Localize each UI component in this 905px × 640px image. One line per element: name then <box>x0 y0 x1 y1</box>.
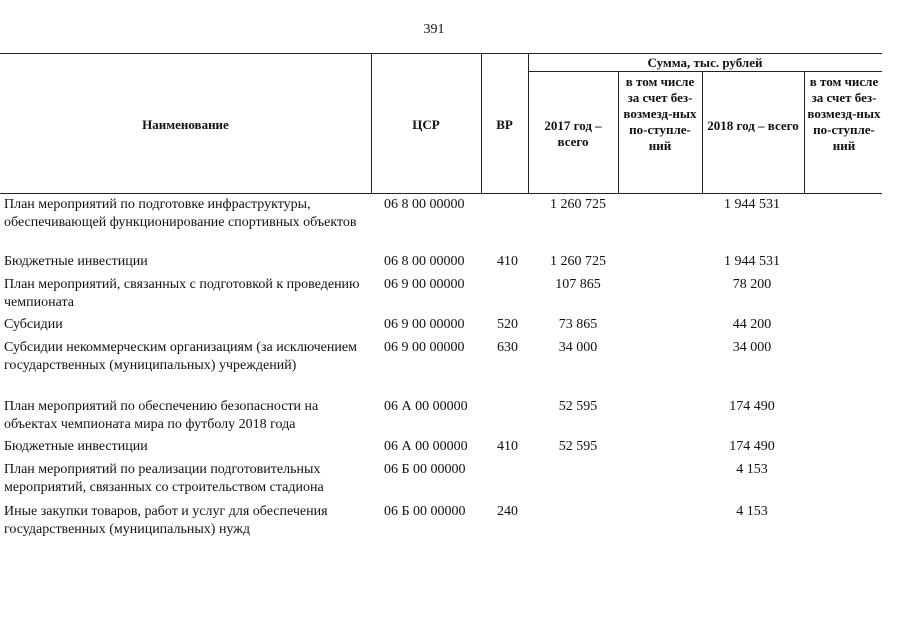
row-sum-2017: 1 260 725 <box>550 197 606 212</box>
table-header <box>0 54 882 193</box>
row-sum-2018: 4 153 <box>736 504 768 519</box>
row-sum-2017: 1 260 725 <box>550 254 606 269</box>
row-sum-2017: 52 595 <box>558 399 598 414</box>
row-sum-2018: 1 944 531 <box>724 197 780 212</box>
row-sum-2017: 52 595 <box>558 439 598 454</box>
row-sum-2018: 174 490 <box>729 399 775 414</box>
row-name: План мероприятий по подготовке инфраструктуры, обеспечивающей функционирование спортивных объектов <box>4 197 357 230</box>
row-vr: 520 <box>497 317 518 332</box>
row-name: Субсидии <box>4 317 63 332</box>
row-name: Бюджетные инвестиции <box>4 439 148 454</box>
row-sum-2018: 4 153 <box>736 462 768 477</box>
header-2017-total: 2017 год – всего <box>544 118 602 149</box>
header-divider <box>528 54 529 193</box>
row-vr: 410 <box>497 254 518 269</box>
row-csr: 06 9 00 00000 <box>384 340 465 355</box>
row-sum-2017: 34 000 <box>558 340 598 355</box>
row-sum-2018: 78 200 <box>732 277 772 292</box>
row-csr: 06 А 00 00000 <box>384 399 468 414</box>
row-sum-2018: 44 200 <box>732 317 772 332</box>
sum-group-rule <box>528 71 882 72</box>
row-name: План мероприятий по реализации подготовительных мероприятий, связанных со строительством стадиона <box>4 462 324 495</box>
row-csr: 06 8 00 00000 <box>384 254 465 269</box>
page-number: 391 <box>423 22 445 37</box>
row-csr: 06 9 00 00000 <box>384 277 465 292</box>
header-divider <box>618 71 619 193</box>
row-sum-2017: 73 865 <box>558 317 598 332</box>
header-csr: ЦСР <box>412 117 440 132</box>
header-vr: ВР <box>496 117 513 132</box>
header-2018-gratis: в том числе за счет без-возмезд-ных по-ступле-ний <box>807 74 881 153</box>
row-sum-2018: 34 000 <box>732 340 772 355</box>
header-divider <box>804 71 805 193</box>
row-vr: 630 <box>497 340 518 355</box>
row-csr: 06 Б 00 00000 <box>384 462 466 477</box>
row-sum-2018: 1 944 531 <box>724 254 780 269</box>
row-csr: 06 8 00 00000 <box>384 197 465 212</box>
row-vr: 410 <box>497 439 518 454</box>
row-name: Бюджетные инвестиции <box>4 254 148 269</box>
header-name: Наименование <box>142 117 229 132</box>
row-csr: 06 Б 00 00000 <box>384 504 466 519</box>
header-2017-gratis: в том числе за счет без-возмезд-ных по-ступле-ний <box>623 74 697 153</box>
row-sum-2017: 107 865 <box>555 277 601 292</box>
header-divider <box>702 71 703 193</box>
header-sum-group: Сумма, тыс. рублей <box>647 55 763 70</box>
row-csr: 06 9 00 00000 <box>384 317 465 332</box>
row-name: Иные закупки товаров, работ и услуг для обеспечения государственных (муниципальных) нужд <box>4 504 328 537</box>
header-bottom-rule <box>0 193 882 194</box>
row-csr: 06 А 00 00000 <box>384 439 468 454</box>
row-vr: 240 <box>497 504 518 519</box>
header-2018-total: 2018 год – всего <box>707 118 799 133</box>
row-sum-2018: 174 490 <box>729 439 775 454</box>
row-name: План мероприятий, связанных с подготовкой к проведению чемпионата <box>4 277 360 310</box>
row-name: План мероприятий по обеспечению безопасности на объектах чемпионата мира по футболу 2018 года <box>4 399 319 432</box>
row-name: Субсидии некоммерческим организациям (за исключением государственных (муниципальных) учреждений) <box>4 340 357 373</box>
